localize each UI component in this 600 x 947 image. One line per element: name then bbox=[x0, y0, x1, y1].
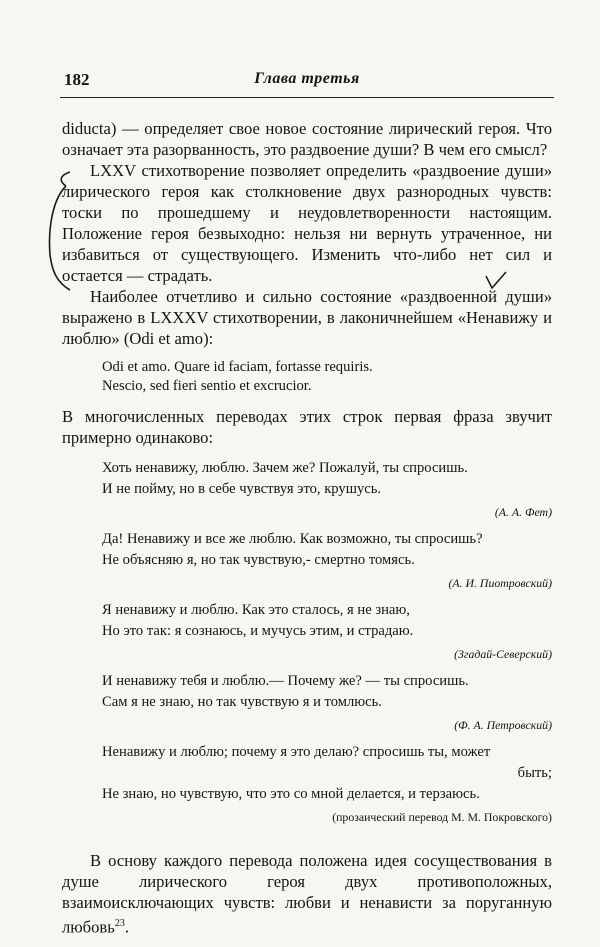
translation-attribution: (прозаический перевод М. М. Покровского) bbox=[332, 810, 552, 824]
paragraph-5-text: В основу каждого перевода положена идея сосуществования в душе лирического героя двух противоположных, взаимоисключающих чувств: любви и ненависти за поруганную любовь bbox=[62, 851, 552, 937]
latin-quote-line-2: Nescio, sed fieri sentio et excrucior. bbox=[102, 378, 312, 394]
paragraph-5: В основу каждого перевода положена идея сосуществования в душе лирического героя двух противоположных, взаимоисключающих чувств: любви и ненависти за поруганную любовь$^{23}$. bbox=[62, 851, 552, 937]
translation-fet bbox=[102, 458, 552, 523]
verse-line: Не объясняю я, но так чувствую,- смертно томясь. bbox=[102, 552, 415, 568]
verse-line: Не знаю, но чувствую, что это со мной делается, и терзаюсь. bbox=[102, 786, 480, 802]
translation-attribution: (Ф. А. Петровский) bbox=[454, 718, 552, 732]
verse-line: Да! Ненавижу и все же люблю. Как возможно, ты спросишь? bbox=[102, 531, 483, 547]
translation-pokrovsky bbox=[102, 742, 552, 828]
translation-piotrovsky bbox=[102, 529, 552, 594]
verse-line: Но это так: я сознаюсь, и мучусь этим, и страдаю. bbox=[102, 623, 414, 639]
verse-line-continuation: быть; bbox=[517, 765, 552, 781]
verse-line: Хоть ненавижу, люблю. Зачем же? Пожалуй, ты спросишь. bbox=[102, 460, 468, 476]
translation-attribution: (А. А. Фет) bbox=[494, 505, 552, 519]
verse-line: Сам я не знаю, но так чувствую я и томлюсь. bbox=[102, 694, 382, 710]
page-number: 182 bbox=[64, 70, 90, 89]
verse-line: И не пойму, но в себе чувствуя это, крушусь. bbox=[102, 481, 382, 497]
paragraph-2: LXXV стихотворение позволяет определить «раздвоение души» лирического героя как столкновение двух разнородных чувств: тоски по прошедшему и неудовлетворенности настоящим. Положение героя безвыходно: нельзя ни вернуть утраченное, ни избавиться от существующего. Изменить что-либо нет сил и остается — страдать. bbox=[62, 161, 552, 285]
translation-attribution: (Згадай-Северский) bbox=[454, 647, 552, 661]
verse-line: Ненавижу и люблю; почему я это делаю? спросишь ты, может bbox=[102, 744, 491, 760]
latin-quote-line-1: Odi et amo. Quare id faciam, fortasse requiris. bbox=[102, 359, 373, 375]
paragraph-3: Наиболее отчетливо и сильно состояние «раздвоенной души» выражено в LXXXV стихотворении, в лаконичнейшем «Ненавижу и люблю» (Odi et amo): bbox=[62, 287, 552, 348]
chapter-title: Глава третья bbox=[254, 70, 360, 87]
footnote-ref: 23 bbox=[114, 918, 125, 929]
paragraph-4: В многочисленных переводах этих строк первая фраза звучит примерно одинаково: bbox=[62, 407, 552, 447]
page-body bbox=[62, 118, 552, 938]
header-rule bbox=[60, 97, 554, 98]
paragraph-1: diducta) — определяет свое новое состояние лирический героя. Что означает эта разорванность, это раздвоение души? В чем его смысл? bbox=[62, 119, 552, 159]
translation-zgadai-seversky bbox=[102, 600, 552, 665]
verse-line: И ненавижу тебя и люблю.— Почему же? — ты спросишь. bbox=[102, 673, 469, 689]
translation-petrovsky bbox=[102, 671, 552, 736]
running-header bbox=[60, 70, 554, 94]
verse-line: Я ненавижу и люблю. Как это сталось, я не знаю, bbox=[102, 602, 410, 618]
translation-attribution: (А. И. Пиотровский) bbox=[448, 576, 552, 590]
latin-quote bbox=[102, 358, 552, 396]
